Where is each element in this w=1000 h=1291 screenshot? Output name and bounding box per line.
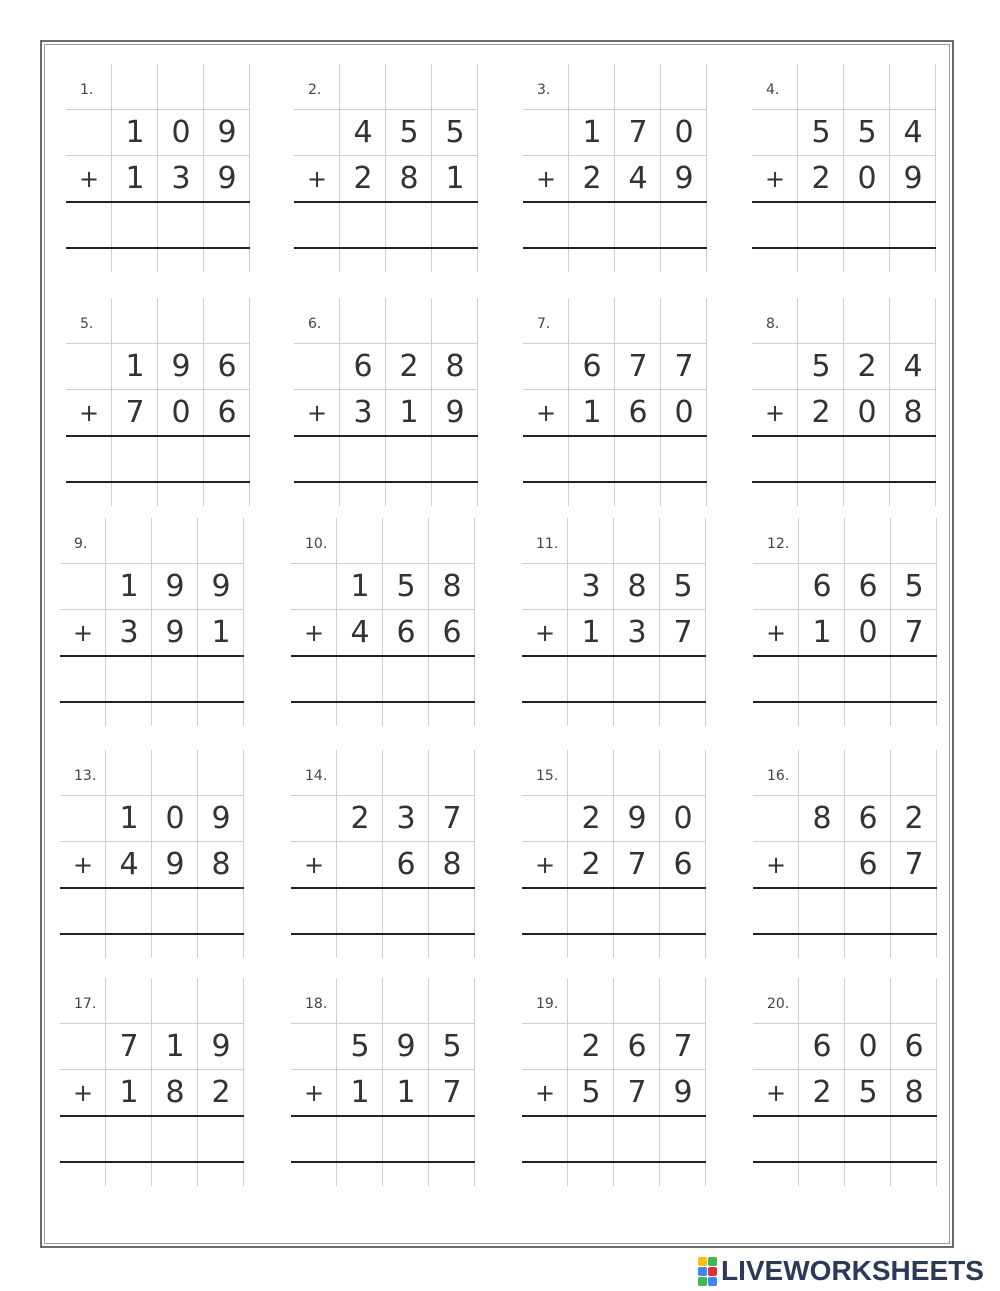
problem-number: 16. bbox=[767, 768, 790, 784]
addend-bottom-digit: 7 bbox=[125, 395, 145, 430]
plus-sign: + bbox=[306, 399, 328, 427]
addend-top-digit: 6 bbox=[582, 349, 602, 384]
problem-16 bbox=[753, 750, 937, 958]
problem-20 bbox=[753, 978, 937, 1186]
addend-bottom-digit: 5 bbox=[858, 1075, 878, 1110]
answer-line bbox=[60, 933, 244, 935]
addend-bottom-digit: 2 bbox=[812, 1075, 832, 1110]
addend-top-digit: 6 bbox=[353, 349, 373, 384]
addend-bottom-digit: 3 bbox=[627, 615, 647, 650]
problem-number: 17. bbox=[74, 996, 97, 1012]
addend-bottom-digit bbox=[337, 842, 383, 888]
addend-top-digit: 5 bbox=[673, 569, 693, 604]
addend-top-digit: 6 bbox=[904, 1029, 924, 1064]
addend-top-digit: 7 bbox=[674, 349, 694, 384]
sum-line bbox=[752, 201, 936, 203]
addend-bottom-digit: 1 bbox=[399, 395, 419, 430]
addend-top-digit: 9 bbox=[211, 569, 231, 604]
sum-line bbox=[60, 655, 244, 657]
addend-top-digit: 9 bbox=[165, 569, 185, 604]
addend-top-digit: 8 bbox=[445, 349, 465, 384]
addend-bottom-digit: 1 bbox=[350, 1075, 370, 1110]
addend-top-digit: 4 bbox=[903, 349, 923, 384]
addend-bottom-digit: 0 bbox=[857, 395, 877, 430]
sum-line bbox=[752, 435, 936, 437]
addend-bottom-digit: 6 bbox=[858, 847, 878, 882]
addend-top-digit: 2 bbox=[350, 801, 370, 836]
addend-bottom-digit: 0 bbox=[857, 161, 877, 196]
addend-top-digit: 1 bbox=[119, 569, 139, 604]
sum-line bbox=[753, 887, 937, 889]
problem-13 bbox=[60, 750, 244, 958]
addend-top-digit: 6 bbox=[627, 1029, 647, 1064]
sum-line bbox=[523, 201, 707, 203]
answer-line bbox=[66, 481, 250, 483]
problem-10 bbox=[291, 518, 475, 726]
problem-4 bbox=[752, 64, 936, 272]
addend-top-digit: 5 bbox=[857, 115, 877, 150]
plus-sign: + bbox=[303, 851, 325, 879]
addend-bottom-digit: 2 bbox=[582, 161, 602, 196]
logo-mark-icon bbox=[698, 1257, 717, 1286]
addend-top-digit: 1 bbox=[350, 569, 370, 604]
addend-top-digit: 9 bbox=[211, 1029, 231, 1064]
sum-line bbox=[60, 1115, 244, 1117]
addend-top-digit: 2 bbox=[399, 349, 419, 384]
addend-top-digit: 5 bbox=[396, 569, 416, 604]
addend-top-digit: 9 bbox=[396, 1029, 416, 1064]
addend-bottom-digit: 1 bbox=[582, 395, 602, 430]
problem-number: 6. bbox=[308, 316, 322, 332]
plus-sign: + bbox=[78, 399, 100, 427]
answer-line bbox=[291, 933, 475, 935]
addend-bottom-digit: 6 bbox=[217, 395, 237, 430]
problem-number: 8. bbox=[766, 316, 780, 332]
plus-sign: + bbox=[303, 619, 325, 647]
problem-number: 15. bbox=[536, 768, 559, 784]
addend-bottom-digit: 9 bbox=[673, 1075, 693, 1110]
plus-sign: + bbox=[534, 619, 556, 647]
plus-sign: + bbox=[72, 1079, 94, 1107]
plus-sign: + bbox=[764, 399, 786, 427]
sum-line bbox=[60, 887, 244, 889]
addend-top-digit: 1 bbox=[119, 801, 139, 836]
problem-18 bbox=[291, 978, 475, 1186]
problem-5 bbox=[66, 298, 250, 506]
addend-bottom-digit: 0 bbox=[674, 395, 694, 430]
addend-bottom-digit: 7 bbox=[904, 847, 924, 882]
plus-sign: + bbox=[78, 165, 100, 193]
logo-mark-square bbox=[698, 1277, 707, 1286]
addend-bottom-digit: 0 bbox=[858, 615, 878, 650]
problem-number: 11. bbox=[536, 536, 559, 552]
addend-top-digit: 5 bbox=[904, 569, 924, 604]
addend-top-digit: 9 bbox=[217, 115, 237, 150]
problem-1 bbox=[66, 64, 250, 272]
addend-bottom-digit: 1 bbox=[396, 1075, 416, 1110]
plus-sign: + bbox=[765, 619, 787, 647]
problem-9 bbox=[60, 518, 244, 726]
sum-line bbox=[291, 887, 475, 889]
addend-bottom-digit: 7 bbox=[627, 1075, 647, 1110]
addend-top-digit: 7 bbox=[628, 115, 648, 150]
sum-line bbox=[294, 201, 478, 203]
addend-bottom-digit bbox=[799, 842, 845, 888]
addend-bottom-digit: 1 bbox=[812, 615, 832, 650]
problem-number: 2. bbox=[308, 82, 322, 98]
addend-bottom-digit: 3 bbox=[119, 615, 139, 650]
addend-bottom-digit: 8 bbox=[165, 1075, 185, 1110]
addend-top-digit: 2 bbox=[581, 801, 601, 836]
addend-top-digit: 9 bbox=[171, 349, 191, 384]
addend-bottom-digit: 1 bbox=[445, 161, 465, 196]
problem-8 bbox=[752, 298, 936, 506]
addend-bottom-digit: 8 bbox=[442, 847, 462, 882]
addend-top-digit: 5 bbox=[442, 1029, 462, 1064]
problem-number: 20. bbox=[767, 996, 790, 1012]
sum-line bbox=[753, 655, 937, 657]
answer-line bbox=[753, 1161, 937, 1163]
addend-top-digit: 1 bbox=[582, 115, 602, 150]
addend-bottom-digit: 2 bbox=[811, 395, 831, 430]
problem-number: 4. bbox=[766, 82, 780, 98]
problem-11 bbox=[522, 518, 706, 726]
logo-mark-square bbox=[708, 1277, 717, 1286]
addend-top-digit: 2 bbox=[581, 1029, 601, 1064]
sum-line bbox=[66, 435, 250, 437]
addend-top-digit: 5 bbox=[811, 115, 831, 150]
logo-mark-square bbox=[708, 1267, 717, 1276]
addend-top-digit: 1 bbox=[125, 115, 145, 150]
problem-number: 5. bbox=[80, 316, 94, 332]
addend-top-digit: 0 bbox=[171, 115, 191, 150]
answer-line bbox=[753, 933, 937, 935]
answer-line bbox=[523, 481, 707, 483]
addend-top-digit: 9 bbox=[627, 801, 647, 836]
plus-sign: + bbox=[534, 1079, 556, 1107]
answer-line bbox=[66, 247, 250, 249]
addend-top-digit: 2 bbox=[857, 349, 877, 384]
addend-bottom-digit: 3 bbox=[171, 161, 191, 196]
addend-bottom-digit: 4 bbox=[119, 847, 139, 882]
addend-bottom-digit: 4 bbox=[350, 615, 370, 650]
sum-line bbox=[291, 1115, 475, 1117]
problem-3 bbox=[523, 64, 707, 272]
addend-top-digit: 8 bbox=[627, 569, 647, 604]
addend-top-digit: 6 bbox=[858, 569, 878, 604]
addend-bottom-digit: 9 bbox=[903, 161, 923, 196]
addend-bottom-digit: 1 bbox=[211, 615, 231, 650]
addend-top-digit: 5 bbox=[811, 349, 831, 384]
addend-top-digit: 0 bbox=[858, 1029, 878, 1064]
addend-bottom-digit: 2 bbox=[811, 161, 831, 196]
answer-line bbox=[522, 1161, 706, 1163]
answer-line bbox=[60, 701, 244, 703]
addend-bottom-digit: 0 bbox=[171, 395, 191, 430]
problem-19 bbox=[522, 978, 706, 1186]
problem-6 bbox=[294, 298, 478, 506]
logo-mark-square bbox=[698, 1257, 707, 1266]
answer-line bbox=[752, 247, 936, 249]
problem-number: 13. bbox=[74, 768, 97, 784]
addend-bottom-digit: 6 bbox=[673, 847, 693, 882]
sum-line bbox=[522, 887, 706, 889]
problem-number: 3. bbox=[537, 82, 551, 98]
addend-bottom-digit: 1 bbox=[119, 1075, 139, 1110]
addend-bottom-digit: 9 bbox=[165, 615, 185, 650]
problem-15 bbox=[522, 750, 706, 958]
plus-sign: + bbox=[72, 619, 94, 647]
addend-top-digit: 4 bbox=[903, 115, 923, 150]
addend-bottom-digit: 1 bbox=[581, 615, 601, 650]
problem-number: 10. bbox=[305, 536, 328, 552]
addend-bottom-digit: 8 bbox=[399, 161, 419, 196]
problem-12 bbox=[753, 518, 937, 726]
sum-line bbox=[522, 655, 706, 657]
answer-line bbox=[522, 701, 706, 703]
answer-line bbox=[294, 247, 478, 249]
addend-bottom-digit: 9 bbox=[445, 395, 465, 430]
plus-sign: + bbox=[535, 165, 557, 193]
answer-line bbox=[752, 481, 936, 483]
problem-7 bbox=[523, 298, 707, 506]
addend-top-digit: 1 bbox=[125, 349, 145, 384]
answer-line bbox=[522, 933, 706, 935]
addend-top-digit: 4 bbox=[353, 115, 373, 150]
addend-bottom-digit: 8 bbox=[211, 847, 231, 882]
liveworksheets-logo bbox=[698, 1255, 984, 1287]
addend-bottom-digit: 6 bbox=[396, 615, 416, 650]
addend-top-digit: 6 bbox=[217, 349, 237, 384]
problem-number: 19. bbox=[536, 996, 559, 1012]
addend-bottom-digit: 7 bbox=[673, 615, 693, 650]
addend-top-digit: 6 bbox=[812, 569, 832, 604]
addend-top-digit: 6 bbox=[858, 801, 878, 836]
logo-text: LIVEWORKSHEETS bbox=[721, 1255, 984, 1286]
addend-top-digit: 6 bbox=[812, 1029, 832, 1064]
plus-sign: + bbox=[534, 851, 556, 879]
sum-line bbox=[522, 1115, 706, 1117]
addend-bottom-digit: 8 bbox=[904, 1075, 924, 1110]
addend-bottom-digit: 3 bbox=[353, 395, 373, 430]
addend-bottom-digit: 7 bbox=[627, 847, 647, 882]
addend-top-digit: 7 bbox=[442, 801, 462, 836]
sum-line bbox=[291, 655, 475, 657]
addend-top-digit: 7 bbox=[628, 349, 648, 384]
addend-bottom-digit: 2 bbox=[581, 847, 601, 882]
addend-bottom-digit: 6 bbox=[396, 847, 416, 882]
addend-bottom-digit: 7 bbox=[904, 615, 924, 650]
answer-line bbox=[753, 701, 937, 703]
problem-14 bbox=[291, 750, 475, 958]
addend-top-digit: 8 bbox=[442, 569, 462, 604]
addend-top-digit: 5 bbox=[445, 115, 465, 150]
addend-bottom-digit: 7 bbox=[442, 1075, 462, 1110]
addend-bottom-digit: 8 bbox=[903, 395, 923, 430]
sum-line bbox=[753, 1115, 937, 1117]
plus-sign: + bbox=[306, 165, 328, 193]
addend-top-digit: 9 bbox=[211, 801, 231, 836]
problem-number: 1. bbox=[80, 82, 94, 98]
addend-top-digit: 7 bbox=[673, 1029, 693, 1064]
addend-bottom-digit: 9 bbox=[674, 161, 694, 196]
problem-number: 14. bbox=[305, 768, 328, 784]
plus-sign: + bbox=[303, 1079, 325, 1107]
addend-bottom-digit: 1 bbox=[125, 161, 145, 196]
addend-top-digit: 8 bbox=[812, 801, 832, 836]
addend-top-digit: 0 bbox=[674, 115, 694, 150]
plus-sign: + bbox=[72, 851, 94, 879]
logo-mark-square bbox=[698, 1267, 707, 1276]
plus-sign: + bbox=[765, 851, 787, 879]
addend-top-digit: 5 bbox=[350, 1029, 370, 1064]
answer-line bbox=[523, 247, 707, 249]
problem-number: 7. bbox=[537, 316, 551, 332]
addend-top-digit: 0 bbox=[673, 801, 693, 836]
addend-top-digit: 2 bbox=[904, 801, 924, 836]
addend-bottom-digit: 6 bbox=[628, 395, 648, 430]
addend-top-digit: 5 bbox=[399, 115, 419, 150]
problem-17 bbox=[60, 978, 244, 1186]
logo-mark-square bbox=[708, 1257, 717, 1266]
addend-top-digit: 1 bbox=[165, 1029, 185, 1064]
plus-sign: + bbox=[764, 165, 786, 193]
plus-sign: + bbox=[765, 1079, 787, 1107]
addend-bottom-digit: 2 bbox=[211, 1075, 231, 1110]
addend-bottom-digit: 4 bbox=[628, 161, 648, 196]
addend-top-digit: 3 bbox=[581, 569, 601, 604]
sum-line bbox=[523, 435, 707, 437]
addend-top-digit: 7 bbox=[119, 1029, 139, 1064]
answer-line bbox=[294, 481, 478, 483]
addend-top-digit: 3 bbox=[396, 801, 416, 836]
problem-2 bbox=[294, 64, 478, 272]
plus-sign: + bbox=[535, 399, 557, 427]
sum-line bbox=[294, 435, 478, 437]
problem-number: 18. bbox=[305, 996, 328, 1012]
problem-number: 12. bbox=[767, 536, 790, 552]
addend-bottom-digit: 2 bbox=[353, 161, 373, 196]
answer-line bbox=[60, 1161, 244, 1163]
addend-bottom-digit: 9 bbox=[217, 161, 237, 196]
answer-line bbox=[291, 701, 475, 703]
addend-top-digit: 0 bbox=[165, 801, 185, 836]
addend-bottom-digit: 9 bbox=[165, 847, 185, 882]
answer-line bbox=[291, 1161, 475, 1163]
problem-number: 9. bbox=[74, 536, 88, 552]
addend-bottom-digit: 6 bbox=[442, 615, 462, 650]
addend-bottom-digit: 5 bbox=[581, 1075, 601, 1110]
sum-line bbox=[66, 201, 250, 203]
